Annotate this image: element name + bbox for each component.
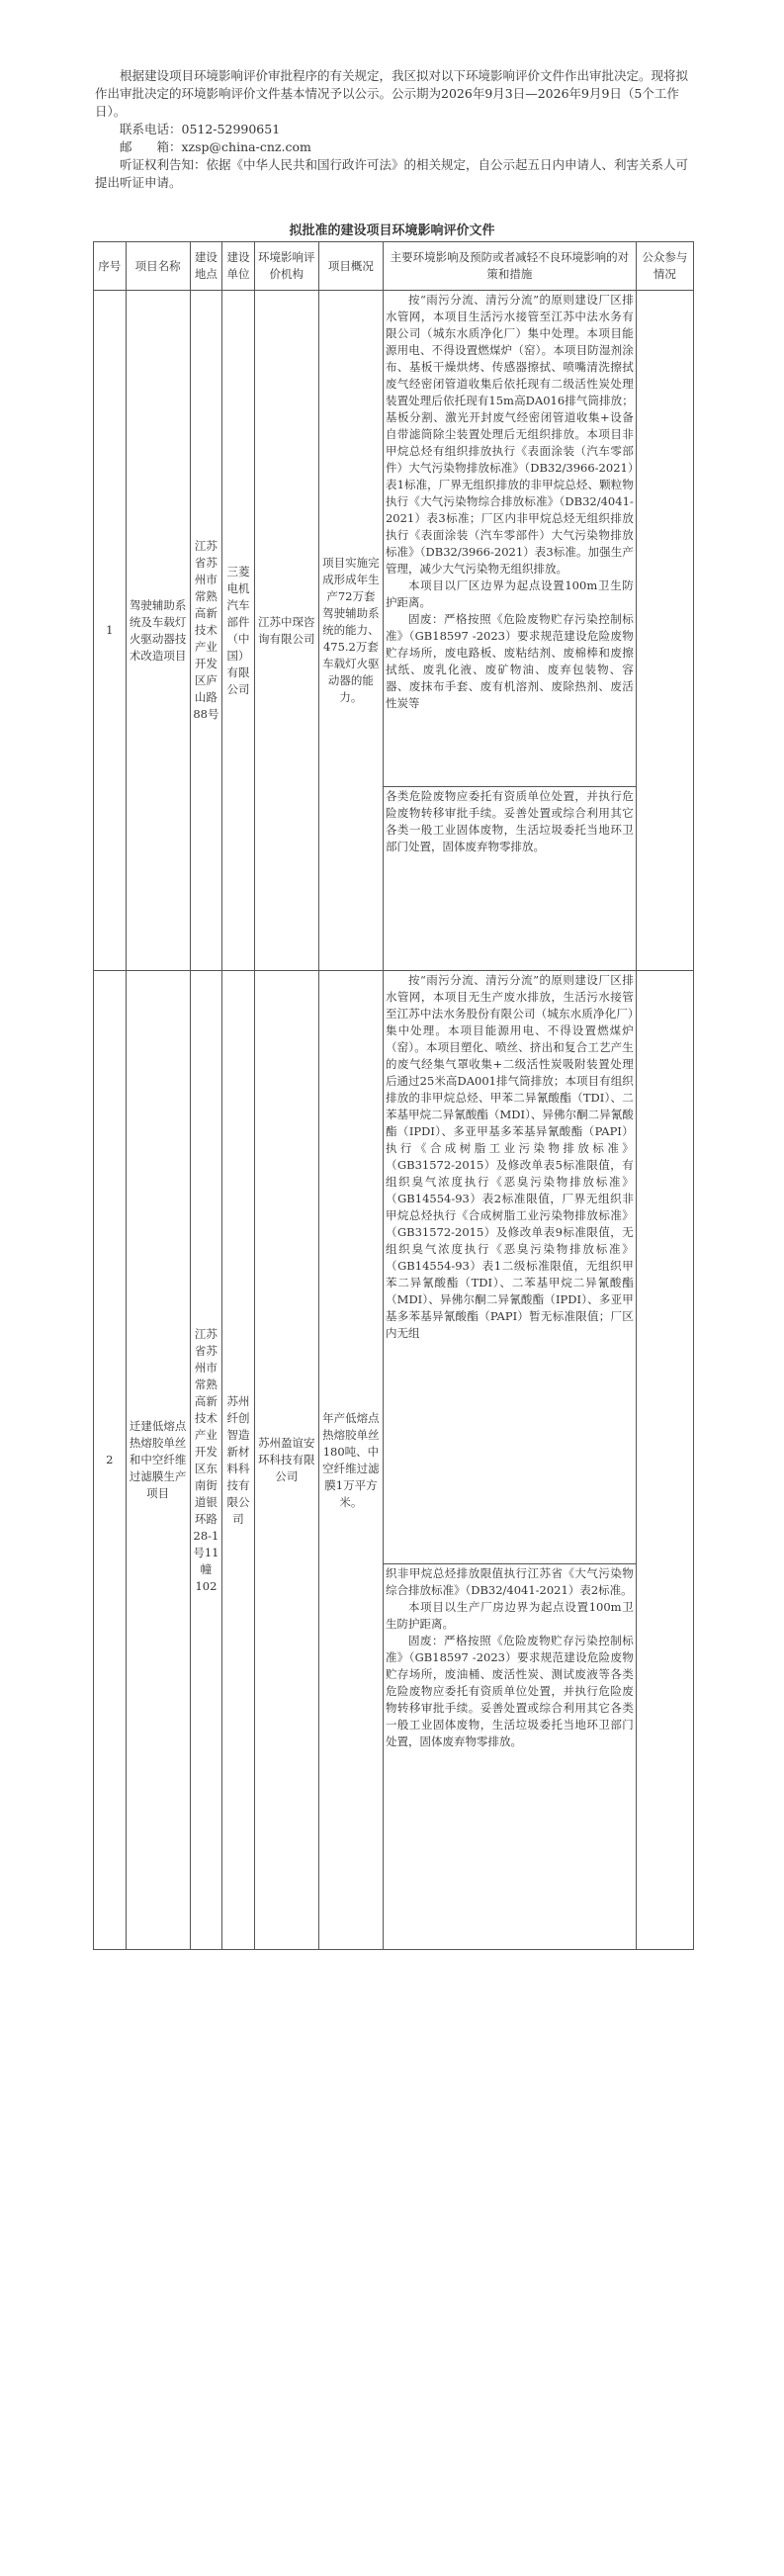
header-location: 建设地点 xyxy=(190,242,222,291)
row-location: 江苏省苏州市常熟高新技术产业开发区东南街道银环路28-1号11幢102 xyxy=(190,971,222,1950)
row-overview: 项目实施完成形成年生产72万套驾驶辅助系统的能力、475.2万套车载灯火驱动器的能力。 xyxy=(318,291,383,971)
row-unit: 苏州纤创智造新材料科技有限公司 xyxy=(222,971,255,1950)
row-participation xyxy=(636,291,693,971)
measures-text: 固废：严格按照《危险废物贮存污染控制标准》（GB18597 -2023）要求规范建设危险废物贮存场所，废油桶、废活性炭、测试废液等各类危险废物应委托有资质单位处置，并执行危险废物转移审批手续。妥善处置或综合利用其它各类一般工业固体废物，生活垃圾委托当地环卫部门处置，固体废弃物零排放。 xyxy=(385,1634,634,1748)
header-participation: 公众参与情况 xyxy=(636,242,693,291)
intro-paragraph: 根据建设项目环境影响评价审批程序的有关规定，我区拟对以下环境影响评价文件作出审批决定。现将拟作出审批决定的环境影响评价文件基本情况予以公示。公示期为2026年9月3日—2026年9月9日（5个工作日）。 xyxy=(95,68,689,119)
row-seq: 2 xyxy=(94,971,127,1950)
row-measures xyxy=(383,1564,636,1950)
row-agency: 江苏中琛咨询有限公司 xyxy=(254,291,318,971)
approval-table xyxy=(93,241,694,1950)
header-seq: 序号 xyxy=(94,242,127,291)
table-row xyxy=(94,971,694,1564)
row-unit: 三菱电机汽车部件（中国）有限公司 xyxy=(222,291,255,971)
row-measures xyxy=(383,291,636,787)
measures-text: 固废：严格按照《危险废物贮存污染控制标准》（GB18597 -2023）要求规范建设危险废物贮存场所，废电路板、废粘结剂、废棉棒和废擦拭纸、废乳化液、废矿物油、废弃包装物、容器、废抹布手套、废有机溶剂、废除热剂、废活性炭等 xyxy=(385,612,634,710)
measures-text: 各类危险废物应委托有资质单位处置，并执行危险废物转移审批手续。妥善处置或综合利用其它各类一般工业固体废物，生活垃圾委托当地环卫部门处置，固体废弃物零排放。 xyxy=(385,789,634,853)
measures-text: 本项目以生产厂房边界为起点设置100m卫生防护距离。 xyxy=(385,1600,634,1631)
row-name: 驾驶辅助系统及车载灯火驱动器技术改造项目 xyxy=(126,291,190,971)
measures-text: 织非甲烷总烃排放限值执行江苏省《大气污染物综合排放标准》（DB32/4041-2021）表2标准。 xyxy=(385,1566,634,1597)
measures-text: 本项目以厂区边界为起点设置100m卫生防护距离。 xyxy=(385,578,634,609)
measures-text: 按“雨污分流、清污分流”的原则建设厂区排水管网，本项目生活污水接管至江苏中法水务有限公司（城东水质净化厂）集中处理。本项目能源用电、不得设置燃煤炉（窑）。本项目防湿剂涂布、基板干燥烘烤、传感器擦拭、喷嘴清洗擦拭废气经密闭管道收集后依托现有二级活性炭处理装置处理后依托现有15m高DA016排气筒排放；基板分割、激光开封废气经密闭管道收集+设备自带滤筒除尘装置处理后无组织排放。本项目非甲烷总烃有组织排放执行《表面涂装（汽车零部件）大气污染物排放标准》（DB32/3966-2021）表1标准，厂界无组织排放的非甲烷总烃、颗粒物执行《大气污染物综合排放标准》（DB32/4041-2021）表3标准；厂区内非甲烷总烃无组织排放执行《表面涂装（汽车零部件）大气污染物排放标准》（DB32/3966-2021）表3标准。加强生产管理，减少大气污染物无组织排放。 xyxy=(385,293,634,576)
header-unit: 建设单位 xyxy=(222,242,255,291)
header-agency: 环境影响评价机构 xyxy=(254,242,318,291)
measures-text: 按“雨污分流、清污分流”的原则建设厂区排水管网，本项目无生产废水排放，生活污水接管至江苏中法水务股份有限公司（城东水质净化厂）集中处理。本项目能源用电、不得设置燃煤炉（窑）。本项目塑化、喷丝、挤出和复合工艺产生的废气经集气罩收集+二级活性炭吸附装置处理后通过25米高DA001排气筒排放；本项目有组织排放的非甲烷总烃、甲苯二异氰酸酯（TDI）、二苯基甲烷二异氰酸酯（MDI）、异佛尔酮二异氰酸酯（IPDI）、多亚甲基多苯基异氰酸酯（PAPI）执行《合成树脂工业污染物排放标准》（GB31572-2015）及修改单表5标准限值，有组织臭气浓度执行《恶臭污染物排放标准》（GB14554-93）表2标准限值，厂界无组织非甲烷总烃执行《合成树脂工业污染物排放标准》（GB31572-2015）及修改单表9标准限值，无组织臭气浓度执行《恶臭污染物排放标准》（GB14554-93）表1二级标准限值，无组织甲苯二异氰酸酯（TDI）、二苯基甲烷二异氰酸酯（MDI）、异佛尔酮二异氰酸酯（IPDI）、多亚甲基多苯基异氰酸酯（PAPI）暂无标准限值；厂区内无组 xyxy=(385,973,634,1340)
hearing-notice: 听证权利告知：依据《中华人民共和国行政许可法》的相关规定，自公示起五日内申请人、利害关系人可提出听证申请。 xyxy=(95,157,689,190)
row-participation xyxy=(636,971,693,1950)
row-location: 江苏省苏州市常熟高新技术产业开发区庐山路88号 xyxy=(190,291,222,971)
row-agency: 苏州盈谊安环科技有限公司 xyxy=(254,971,318,1950)
row-measures xyxy=(383,971,636,1564)
header-overview: 项目概况 xyxy=(318,242,383,291)
table-header-row xyxy=(94,242,694,291)
row-name: 迁建低熔点热熔胶单丝和中空纤维过滤膜生产项目 xyxy=(126,971,190,1950)
contact-phone: 联系电话：0512-52990651 xyxy=(120,122,281,136)
row-overview: 年产低熔点热熔胶单丝180吨、中空纤维过滤膜1万平方米。 xyxy=(318,971,383,1950)
table-row xyxy=(94,291,694,787)
intro-section xyxy=(95,67,688,192)
header-name: 项目名称 xyxy=(126,242,190,291)
row-seq: 1 xyxy=(94,291,127,971)
contact-email[interactable]: 邮 箱：xzsp@china-cnz.com xyxy=(120,139,311,154)
row-measures xyxy=(383,787,636,971)
table-caption: 拟批准的建设项目环境影响评价文件 xyxy=(289,223,495,238)
header-measures: 主要环境影响及预防或者减轻不良环境影响的对策和措施 xyxy=(383,242,636,291)
